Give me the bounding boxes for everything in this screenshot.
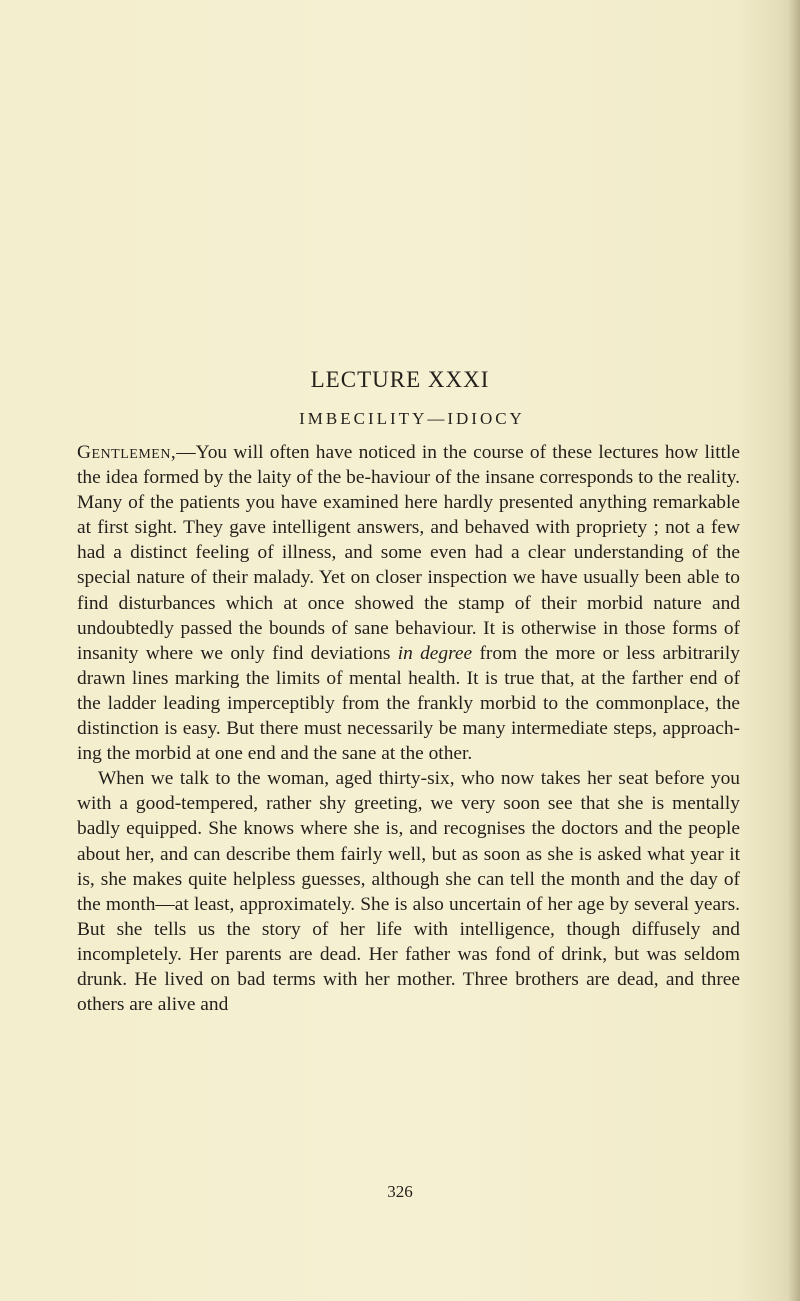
page-edge-shadow: [788, 0, 800, 1301]
paragraph-1: [77, 440, 740, 766]
paragraph-1-text-a: —You will often have noticed in the course of these lectures how little the idea formed by the laity of the be-haviour of the insane corresponds to the reality. Many of the patients you have examined here hardly presented anything remarkable at first sight. They gave intelligent answers, and behaved with propriety ; not a few had a distinct feeling of illness, and some even had a clear understanding of the special nature of their malady. Yet on closer inspection we have usually been able to find disturbances which at once showed the stamp of their morbid nature and undoubtedly passed the bounds of sane behaviour. It is otherwise in those forms of insanity where we only find deviations: [77, 442, 740, 664]
body-text: [77, 440, 740, 1017]
salutation: Gentlemen,: [77, 442, 177, 463]
page-number: 326: [387, 1182, 413, 1201]
lecture-subtitle: IMBECILITY—IDIOCY: [299, 409, 525, 428]
paragraph-2: When we talk to the woman, aged thirty-six, who now takes her seat before you with a good-tempered, rather shy greeting, we very soon see that she is mentally badly equipped. She knows where she is, and recognises the doctors and the people about her, and can describe them fairly well, but as soon as she is asked what year it is, she makes quite helpless guesses, although she can tell the month and the day of the month—at least, approximately. She is also uncertain of her age by several years. But she tells us the story of her life with intelligence, though diffusely and incompletely. Her parents are dead. Her father was fond of drink, but was seldom drunk. He lived on bad terms with her mother. Three brothers are dead, and three others are alive and: [77, 768, 740, 1016]
paragraph-1-text-b: from the more or less arbitrarily drawn lines marking the limits of mental health. It is true that, at the farther end of the ladder leading imperceptibly from the frankly morbid to the commonplace, the distinction is easy. But there must necessarily be many intermediate steps, approach-ing the morbid at one end and the sane at the other.: [77, 642, 740, 765]
lecture-title: LECTURE XXXI: [310, 367, 490, 392]
italic-phrase: in degree: [397, 642, 473, 664]
